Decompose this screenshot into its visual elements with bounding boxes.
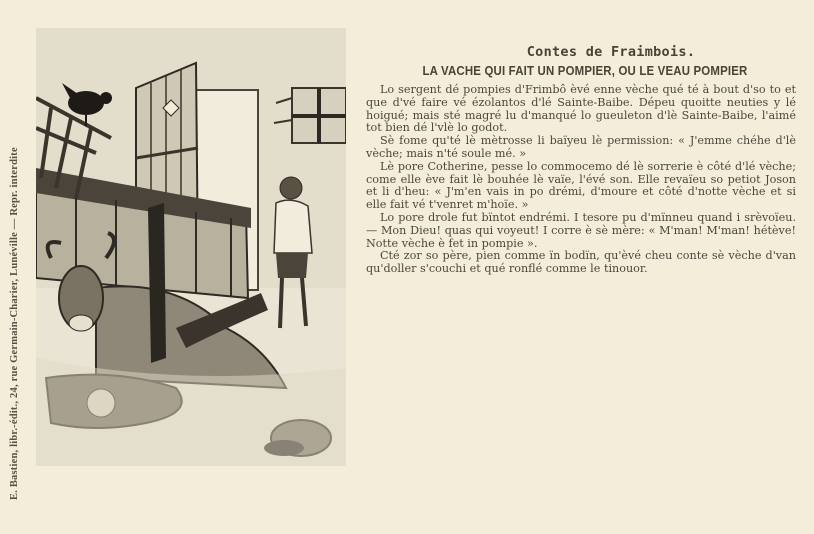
paragraph: Cté zor so père, pien comme ïn bodïn, qu'èvé cheu conte sè vèche d'van qu'doller s'couchi et qué ronflé comme le tinouor. (366, 249, 796, 276)
story-illustration (36, 28, 346, 466)
story-text (366, 44, 796, 276)
publisher-credit: E. Bastien, libr.-édit., 24, rue Germain-Charier, Lunéville — Repr. interdite (9, 147, 20, 500)
series-title: Contes de Fraimbois. (526, 44, 696, 60)
story-title: LA VACHE QUI FAIT UN POMPIER, OU LE VEAU POMPIER (422, 63, 748, 78)
paragraph: Lè pore Cotherine, pesse lo commocemo dé lè sorrerie è côté d'lé vèche; come elle ève fait lè bouhée lè vaïe, l'évé son. Elle revaïeu so petiot Joson et li d'heu: « J'm'en vais in po drémi, d'moure et côté d'notte vèche et si elle fait vé t'venret m'hoïe. » (366, 159, 796, 212)
paragraph: Sè fome qu'té lè mètrosse li baïyeu lè permission: « J'emme chéhe d'lè vèche; mais n'té soule mé. » (366, 134, 796, 160)
paragraph: Lo sergent dé pompies d'Frimbô èvé enne vèche qué té à bout d'so to et que d'vé faire vé ézolantos d'lé Sainte-Baibe. Dépeu quoitte neuties y lé hoigué; mais sté magré lu d'manqué lo gueuleton d'lè Sainte-Baibe, l'aimé tot bien dé l'vlè lo godot. (366, 83, 796, 135)
paragraph: Lo pore drole fut bïntot endrémi. I tesore pu d'mïnneu quand i srèvoïeu. — Mon Dieu! quas qui voyeut! I corre è sè mère: « M'man! M'man! hétève! Notte vèche è fet in pompie ». (366, 210, 796, 250)
illustration-drawing (36, 28, 346, 466)
